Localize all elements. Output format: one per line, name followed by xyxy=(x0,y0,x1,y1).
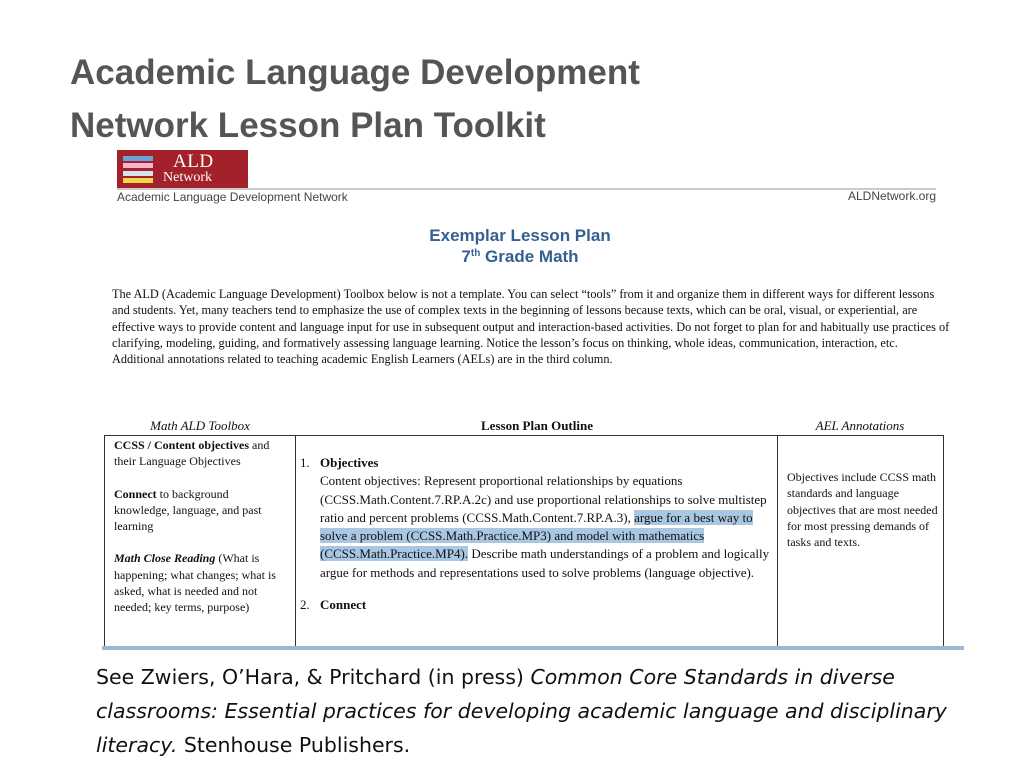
snapshot-bottom-edge xyxy=(102,646,964,650)
connect-heading: 2. Connect xyxy=(300,597,367,613)
column-header-outline: Lesson Plan Outline xyxy=(481,418,593,433)
logo-stripes-icon xyxy=(123,156,153,183)
annotation-cell: Objectives include CCSS math standards and language objectives that are most needed for most pressing demands of tasks and texts. xyxy=(787,470,938,550)
outline-cell xyxy=(300,454,780,614)
column-header-toolbox: Math ALD Toolbox xyxy=(150,418,250,433)
toolbox-cell: CCSS / Content objectives and their Language Objectives Connect to background knowledge, language, and past learning Math Close Reading (What is happening; what changes; what is asked, what is needed and not needed; key terms, purpose) xyxy=(114,438,276,615)
slide-title xyxy=(70,46,640,152)
slide-title-line2: Network Lesson Plan Toolkit xyxy=(70,106,546,145)
doc-subtitle: 7th Grade Math xyxy=(461,247,579,266)
objectives-text: Content objectives: Represent proportional relationships by equations (CCSS.Math.Content.7.RP.A.2c) and use proportional relationships to solve multistep ratio and percent problems (CCSS.Math.Content.7.RP.A.3), argue for a best way to solve a problem (CCSS.Math.Practice.MP3) and model with mathematics (CCSS.Math.Practice.MP4). Describe math understandings of a problem and logically argue for methods and representations used to solve problems (language objective). xyxy=(320,473,770,580)
column-divider xyxy=(295,436,296,650)
ald-network-logo xyxy=(117,150,248,189)
highlighted-text: argue for a best way to solve a problem (CCSS.Math.Practice.MP3) and model with mathematics (CCSS.Math.Practice.MP4). xyxy=(320,509,753,562)
logo-text-network: Network xyxy=(163,169,212,185)
objectives-heading: 1. Objectives xyxy=(300,455,379,470)
slide-title-line1: Academic Language Development xyxy=(70,53,640,92)
citation: See Zwiers, O’Hara, & Pritchard (in press) Common Core Standards in diverse classrooms: Essential practices for developing academic language and disciplinary literacy. Stenhouse Publishers. xyxy=(96,665,947,757)
org-website: ALDNetwork.org xyxy=(847,189,936,203)
document-snapshot xyxy=(102,148,964,650)
org-name: Academic Language Development Network xyxy=(117,190,348,204)
logo-text-ald: ALD xyxy=(173,150,214,172)
column-header-annotations: AEL Annotations xyxy=(815,418,905,433)
intro-paragraph: The ALD (Academic Language Development) Toolbox below is not a template. You can select “tools” from it and organize them in different ways for different lessons and students. Yet, many teachers tend to emphasize the use of complex texts in the beginning of lessons because texts, which can be oral, visual, or experiential, are effective ways to provide content and language input for use in subsequent output and interaction-based activities. Do not forget to plan for and habitually use practices of clarifying, modeling, guiding, and formatively assessing language learning. Notice the lesson’s focus on thinking, whole ideas, communication, interaction, etc. Additional annotations related to teaching academic English Learners (AELs) are in the third column. xyxy=(112,287,950,367)
doc-title: Exemplar Lesson Plan xyxy=(429,226,611,245)
